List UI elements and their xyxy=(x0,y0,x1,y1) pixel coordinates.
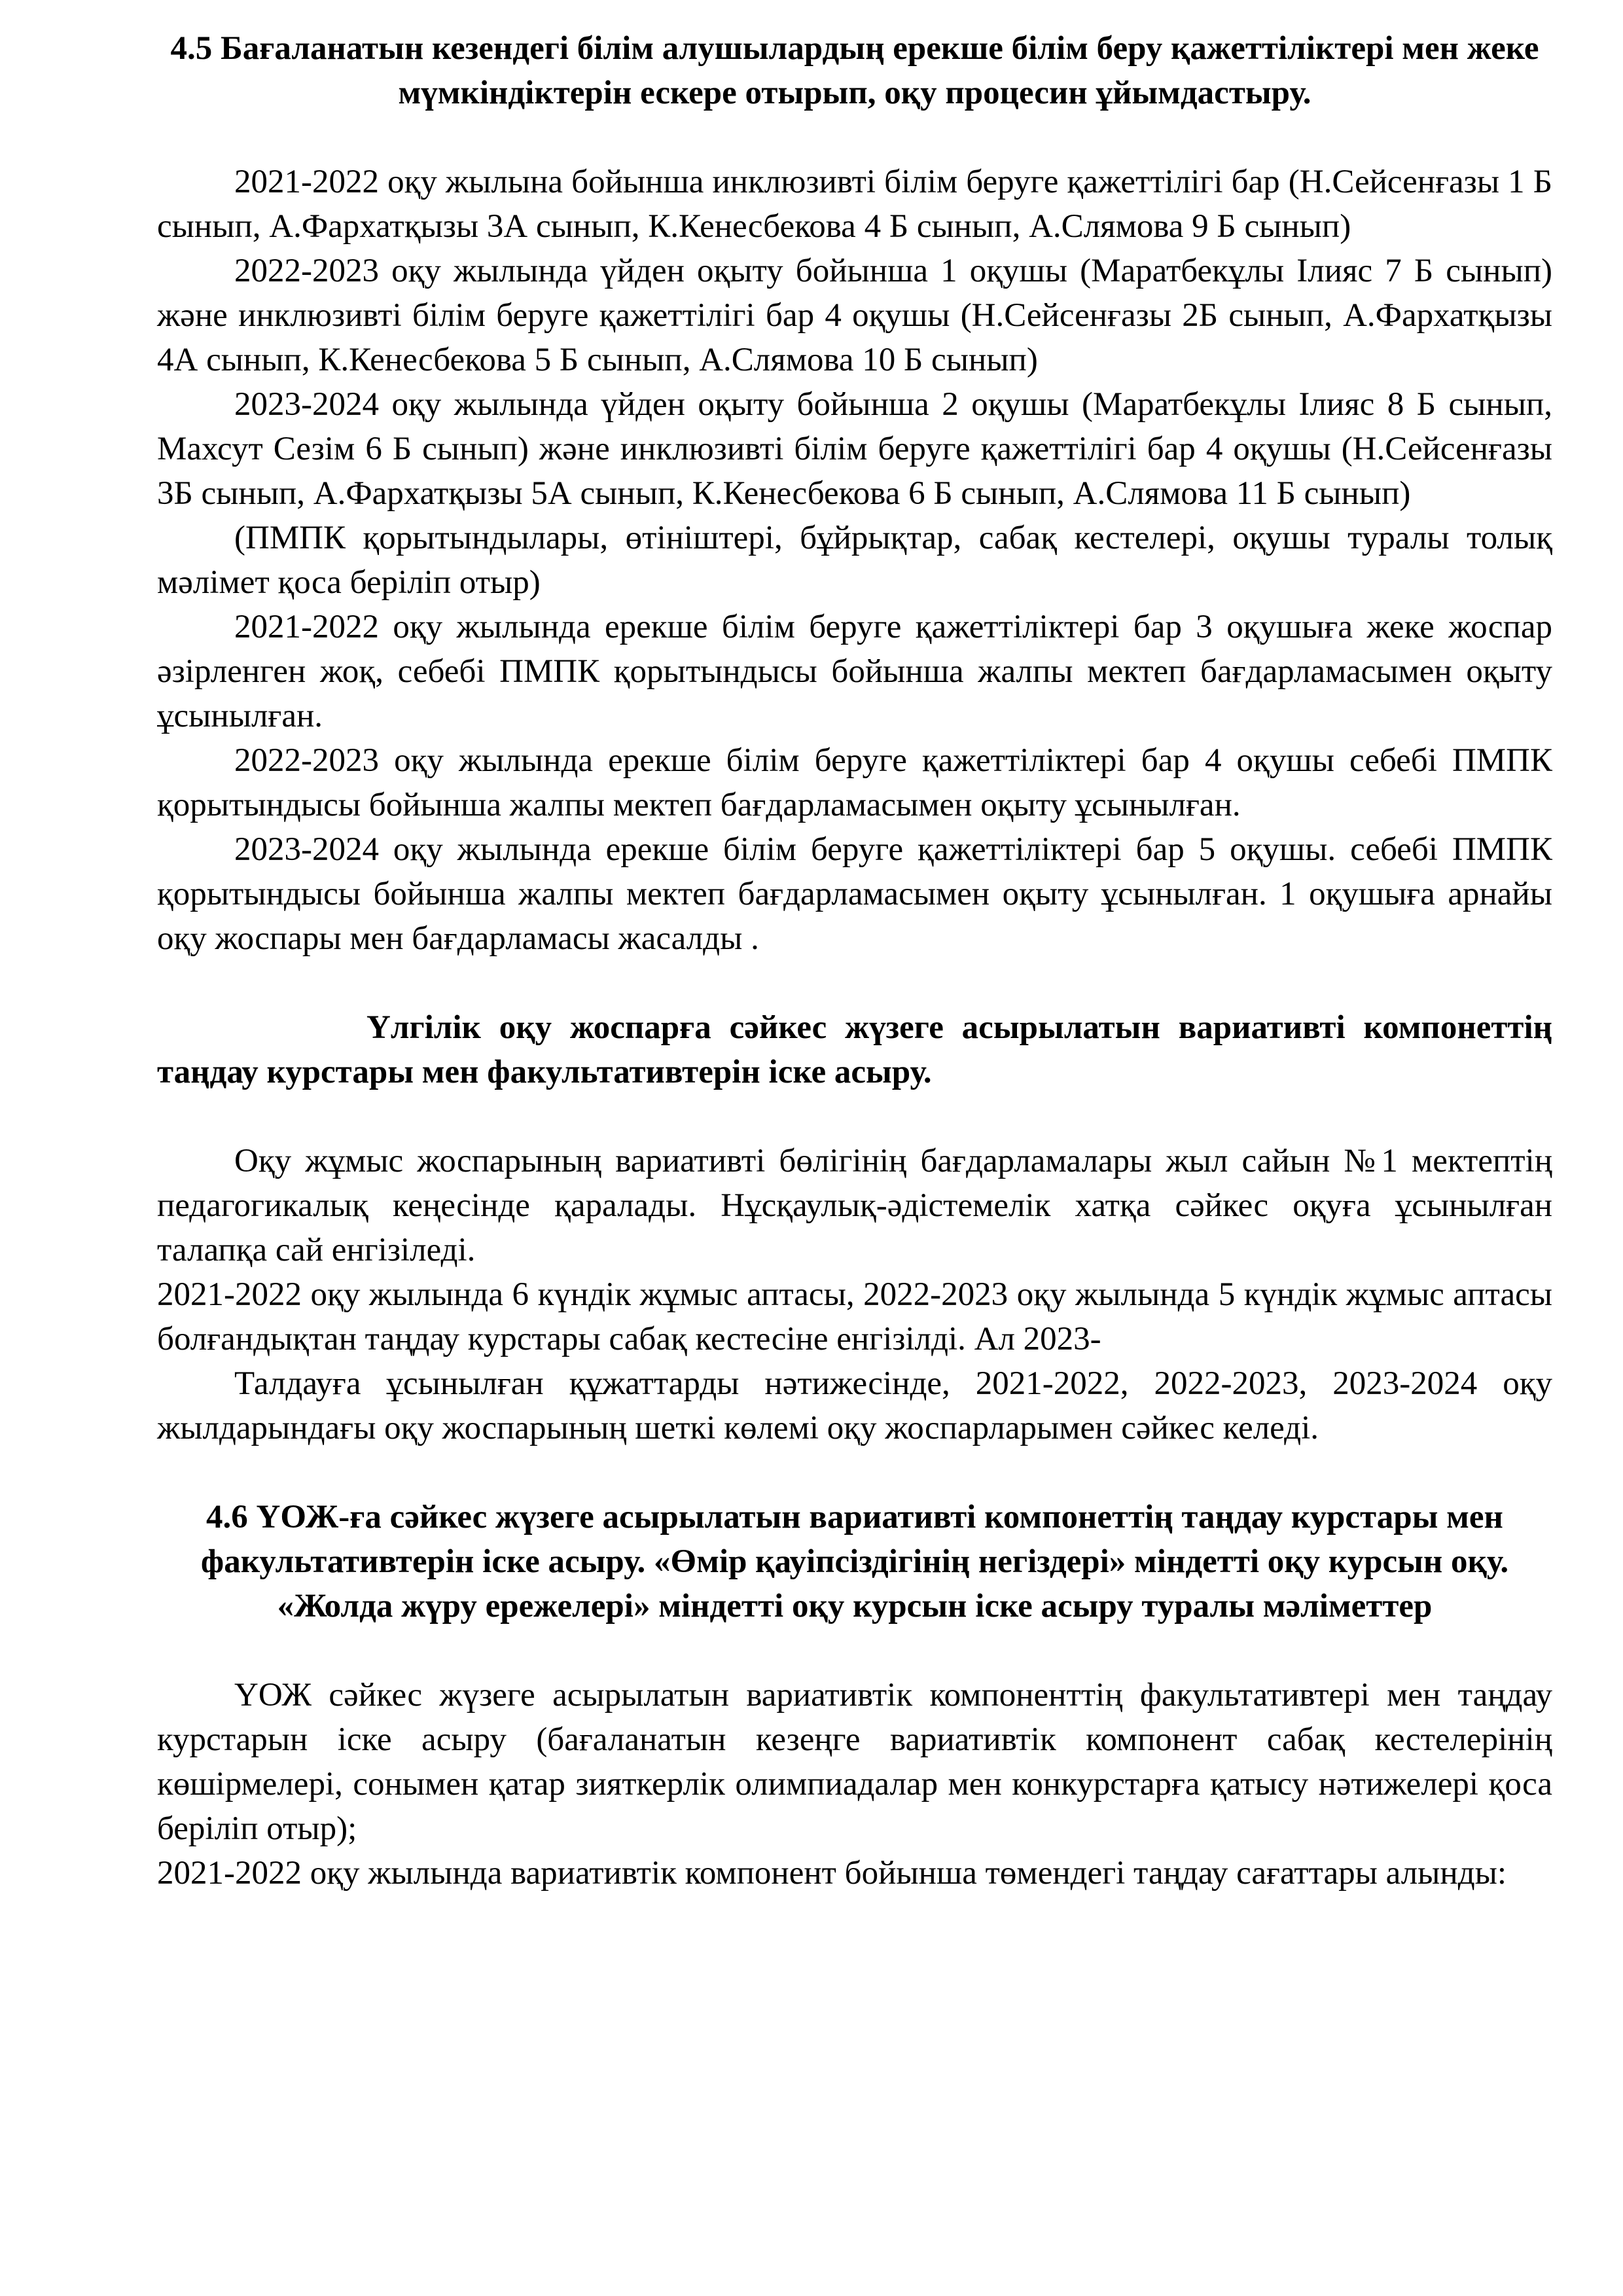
paragraph: 2021-2022 оқу жылында вариативтік компонент бойынша төмендегі таңдау сағаттары алынды: xyxy=(157,1855,1507,1892)
spacer xyxy=(157,1450,1552,1495)
document-page xyxy=(157,26,1552,1895)
paragraph: 2023-2024 оқу жылында үйден оқыту бойынша 2 оқушы (Маратбекұлы Ілияс 8 Б сынып, Махсут Сезім 6 Б сынып) және инклюзивті білім беруге қажеттілігі бар 4 оқушы (Н.Сейсенғазы 3Б сынып, А.Фархатқызы 5А сынып, К.Кенесбекова 6 Б сынып, А.Слямова 11 Б сынып) xyxy=(157,386,1552,512)
paragraph: 2022-2023 оқу жылында үйден оқыту бойынша 1 оқушы (Маратбекұлы Ілияс 7 Б сынып) және инклюзивті білім беруге қажеттілігі бар 4 оқушы (Н.Сейсенғазы 2Б сынып, А.Фархатқызы 4А сынып, К.Кенесбекова 5 Б сынып, А.Слямова 10 Б сынып) xyxy=(157,253,1552,378)
section-4-6-heading: 4.6 ҮОЖ-ға сәйкес жүзеге асырылатын вариативті компонеттің таңдау курстары мен факультативтерін іске асыру. «Өмір қауіпсіздігінің негіздері» міндетті оқу курсын оқу. «Жолда жүру ережелері» міндетті оқу курсын іске асыру туралы мәліметтер xyxy=(200,1499,1509,1624)
paragraph: 2021-2022 оқу жылында 6 күндік жұмыс аптасы, 2022-2023 оқу жылында 5 күндік жұмыс аптасы болғандықтан таңдау курстары сабақ кестесіне енгізілді. Ал 2023- xyxy=(157,1276,1552,1357)
spacer xyxy=(157,1628,1552,1673)
paragraph: 2021-2022 оқу жылына бойынша инклюзивті білім беруге қажеттілігі бар (Н.Сейсенғазы 1 Б сынып, А.Фархатқызы 3А сынып, К.Кенесбекова 4 Б сынып, А.Слямова 9 Б сынып) xyxy=(157,164,1552,245)
variative-heading: Үлгілік оқу жоспарға сәйкес жүзеге асырылатын вариативті компонеттің таңдау курстары мен факультативтерін іске асыру. xyxy=(157,1009,1552,1090)
section-4-5-heading: 4.5 Бағаланатын кезендегі білім алушылардың ерекше білім беру қажеттіліктері мен жеке мүмкіндіктерін ескере отырып, оқу процесин ұйымдастыру. xyxy=(170,30,1539,111)
paragraph: Оқу жұмыс жоспарының вариативті бөлігінің бағдарламалары жыл сайын №1 мектептің педагогикалық кеңесінде қаралады. Нұсқаулық-әдістемелік хатқа сәйкес оқуға ұсынылған талапқа сай енгізіледі. xyxy=(157,1143,1552,1268)
spacer xyxy=(157,1094,1552,1139)
paragraph: ҮОЖ сәйкес жүзеге асырылатын вариативтік компоненттің факультативтері мен таңдау курстарын іске асыру (бағаланатын кезеңге вариативтік компонент сабақ кестелерінің көшірмелері, сонымен қатар зияткерлік олимпиадалар мен конкурстарға қатысу нәтижелері қоса беріліп отыр); xyxy=(157,1677,1552,1847)
paragraph: 2021-2022 оқу жылында ерекше білім беруге қажеттіліктері бар 3 оқушыға жеке жоспар әзірленген жоқ, себебі ПМПК қорытындысы бойынша жалпы мектеп бағдарламасымен оқыту ұсынылған. xyxy=(157,609,1552,734)
spacer xyxy=(157,961,1552,1005)
paragraph: (ПМПК қорытындылары, өтініштері, бұйрықтар, сабақ кестелері, оқушы туралы толық мәлімет қоса беріліп отыр) xyxy=(157,520,1552,601)
paragraph: Талдауға ұсынылған құжаттарды нәтижесінде, 2021-2022, 2022-2023, 2023-2024 оқу жылдарындағы оқу жоспарының шеткі көлемі оқу жоспарларымен сәйкес келеді. xyxy=(157,1365,1552,1446)
paragraph: 2022-2023 оқу жылында ерекше білім беруге қажеттіліктері бар 4 оқушы себебі ПМПК қорытындысы бойынша жалпы мектеп бағдарламасымен оқыту ұсынылған. xyxy=(157,742,1552,823)
spacer xyxy=(157,115,1552,160)
paragraph: 2023-2024 оқу жылында ерекше білім беруге қажеттіліктері бар 5 оқушы. себебі ПМПК қорытындысы бойынша жалпы мектеп бағдарламасымен оқыту ұсынылған. 1 оқушыға арнайы оқу жоспары мен бағдарламасы жасалды . xyxy=(157,831,1552,957)
